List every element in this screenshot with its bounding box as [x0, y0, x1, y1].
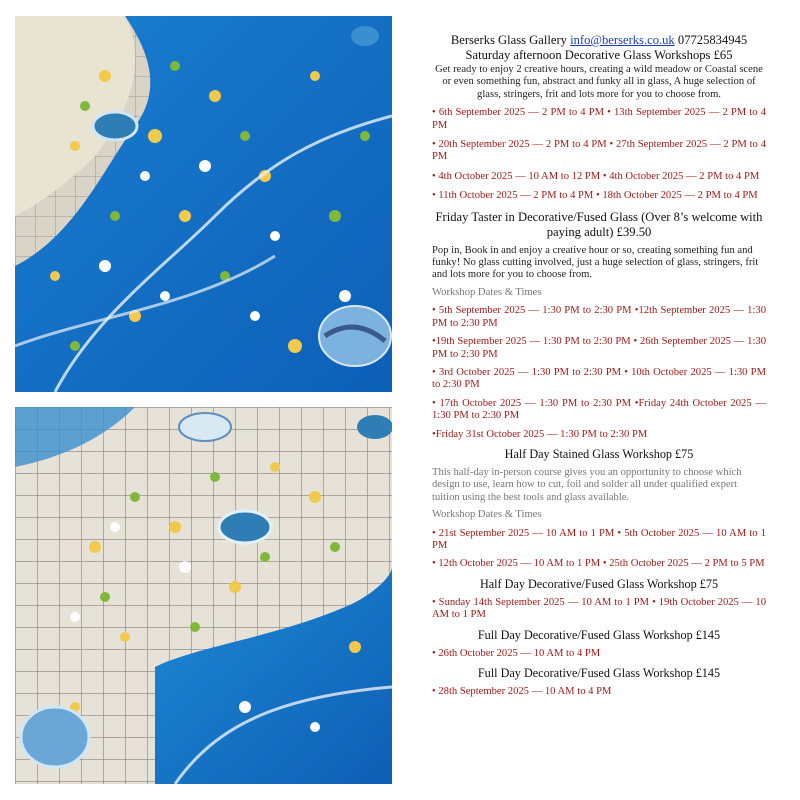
workshop-info-column [432, 33, 766, 704]
saturday-date-row: • 4th October 2025 — 10 AM to 12 PM • 4th October 2025 — 2 PM to 4 PM [432, 170, 760, 182]
stained-date-row: • 21st September 2025 — 10 AM to 1 PM • 5th October 2025 — 10 AM to 1 PM [432, 527, 766, 551]
phone-number: 07725834945 [677, 33, 748, 47]
friday-description: Pop in, Book in and enjoy a creative hour or so, creating something fun and funky! No glass cutting involved, just a huge selection of glass, stringers, frit and lots more for you to choose from. [432, 244, 759, 281]
glass-artwork-photo-top [15, 16, 392, 392]
saturday-date-row: • 20th September 2025 — 2 PM to 4 PM • 27th September 2025 — 2 PM to 4 PM [432, 139, 766, 163]
stained-date-row: • 12th October 2025 — 10 AM to 1 PM • 25th October 2025 — 2 PM to 5 PM [432, 558, 765, 570]
friday-subheading: Workshop Dates & Times [432, 286, 542, 298]
saturday-date-row: • 6th September 2025 — 2 PM to 4 PM • 13th September 2025 — 2 PM to 4 PM [432, 107, 766, 131]
full-fused-date-row-2: • 28th September 2025 — 10 AM to 4 PM [432, 686, 612, 697]
friday-title: Friday Taster in Decorative/Fused Glass (Over 8’s welcome with paying adult) £39.50 [435, 209, 763, 239]
glass-artwork-on-grid-photo-icon [15, 407, 392, 784]
glass-artwork-photo-bottom [15, 407, 392, 784]
saturday-title: Saturday afternoon Decorative Glass Workshops £65 [465, 48, 733, 62]
full-fused-title-1: Full Day Decorative/Fused Glass Workshop £145 [477, 627, 721, 642]
full-fused-date-row-1: • 26th October 2025 — 10 AM to 4 PM [432, 647, 601, 659]
half-fused-date-row: • Sunday 14th September 2025 — 10 AM to 1 PM • 19th October 2025 — 10 AM to 1 PM [432, 596, 766, 621]
half-fused-title: Half Day Decorative/Fused Glass Workshop £75 [479, 576, 719, 591]
contact-header [432, 33, 766, 48]
friday-date-row: •19th September 2025 — 1:30 PM to 2:30 PM • 26th September 2025 — 1:30 PM to 2:30 PM [432, 336, 766, 360]
gallery-name: Berserks Glass Gallery [450, 33, 567, 47]
stained-subheading: Workshop Dates & Times [432, 509, 542, 521]
saturday-date-row: • 11th October 2025 — 2 PM to 4 PM • 18th October 2025 — 2 PM to 4 PM [432, 190, 758, 202]
friday-date-row: • 5th September 2025 — 1:30 PM to 2:30 PM •12th September 2025 — 1:30 PM to 2:30 PM [432, 305, 766, 329]
friday-date-row: •Friday 31st October 2025 — 1:30 PM to 2:30 PM [432, 428, 648, 440]
friday-date-row: • 17th October 2025 — 1:30 PM to 2:30 PM •Friday 24th October 2025 — 1:30 PM to 2:30 PM [432, 397, 766, 422]
email-link[interactable]: info@berserks.co.uk [570, 33, 675, 47]
stained-description: This half-day in-person course gives you an opportunity to choose which design to use, learn how to cut, foil and solder all under qualified expert tuition using the best tools and glass available. [432, 466, 742, 503]
saturday-description: Get ready to enjoy 2 creative hours, creating a wild meadow or Coastal scene or even something fun, abstract and funky all in glass, A huge selection of glass, stringers, frit and lots more for you to choose from. [435, 64, 763, 100]
friday-date-row: • 3rd October 2025 — 1:30 PM to 2:30 PM • 10th October 2025 — 1:30 PM to 2:30 PM [432, 366, 766, 391]
stained-title: Half Day Stained Glass Workshop £75 [504, 446, 694, 461]
glass-artwork-photo-icon [15, 16, 392, 392]
full-fused-title-2: Full Day Decorative/Fused Glass Workshop £145 [477, 666, 721, 680]
